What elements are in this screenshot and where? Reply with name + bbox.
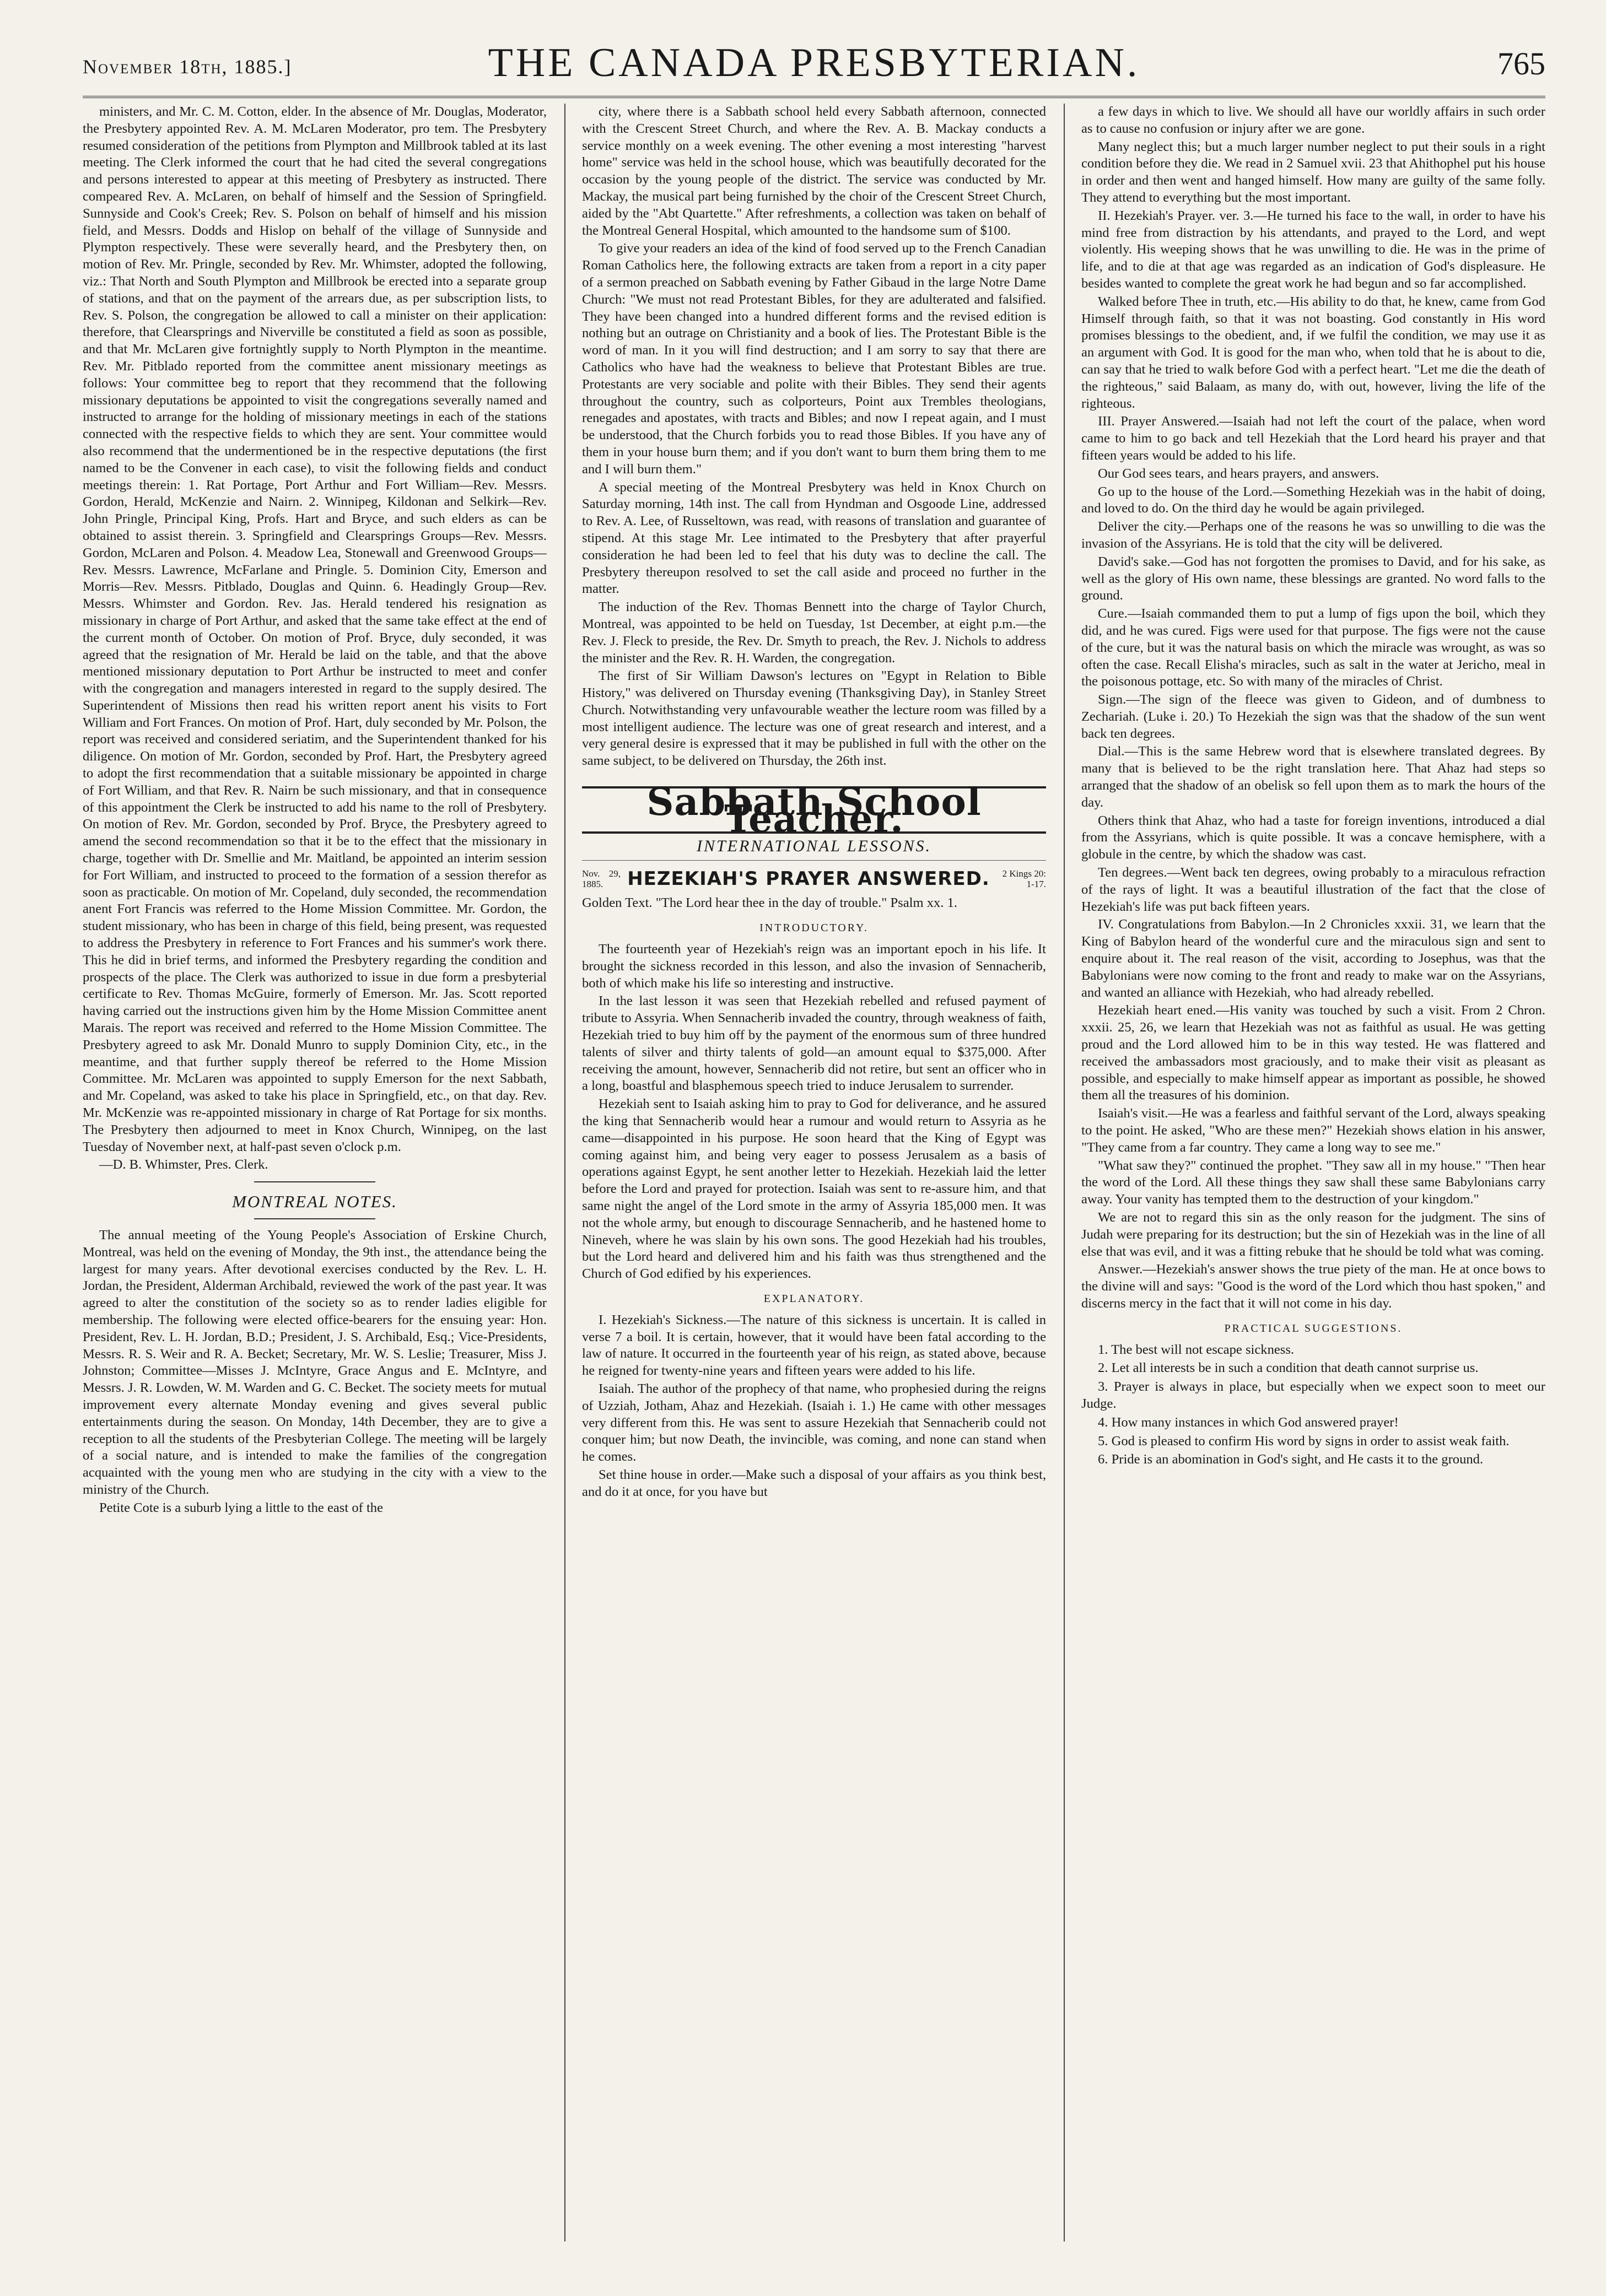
list-item: 6. Pride is an abomination in God's sight, and He casts it to the ground. [1098, 1452, 1484, 1467]
column-rule [564, 104, 565, 2241]
lesson-paragraph: Isaiah. The author of the prophecy of that name, who prophesied during the reigns of Uzziah, Jotham, Ahaz and Hezekiah. (Isaiah i. 1.) He came with other messages very different from this. He was sent to assure Hezekiah that Sennacherib could not conquer him; but now Death, the invincible, was coming, and none can stand when he comes. [582, 1381, 1046, 1465]
lesson-paragraph: Answer.—Hezekiah's answer shows the true piety of the man. He at once bows to the divine will and says: "Good is the word of the Lord which thou hast spoken," and discerns mercy in the fact that it will not come in his day. [1081, 1262, 1545, 1311]
montreal-notes-heading: MONTREAL NOTES. [232, 1192, 397, 1212]
lesson-heading [582, 868, 1046, 889]
list-item: 2. Let all interests be in such a condition that death cannot surprise us. [1098, 1360, 1479, 1376]
lesson-paragraph: Dial.—This is the same Hebrew word that is elsewhere translated degrees. By many that is believed to be the right translation here. That Ahaz had steps so arranged that the shadow of an obelisk so fell upon them as to mark the hours of the day. [1081, 744, 1545, 810]
explanatory-heading: EXPLANATORY. [763, 1293, 865, 1305]
lesson-paragraph: Sign.—The sign of the fleece was given to Gideon, and of dumbness to Zechariah. (Luke i. 20.) To Hezekiah the sign was that the shadow of the sun went back ten degrees. [1081, 692, 1545, 741]
golden-text: Golden Text. "The Lord hear thee in the day of trouble." Psalm xx. 1. [582, 895, 958, 911]
lesson-paragraph: "What saw they?" continued the prophet. "They saw all in my house." "Then hear the word of the Lord. All these things they saw shall these same Babylonians carry away. Your vanity has tempted them to the destruction of your kingdom." [1081, 1158, 1545, 1207]
newspaper-title: THE CANADA PRESBYTERIAN. [488, 40, 1140, 85]
lesson-paragraph: Ten degrees.—Went back ten degrees, owing probably to a miraculous refraction of the rays of light. It was a beautiful illustration of the fact that the close of Hezekiah's life was put back fifteen years. [1081, 865, 1545, 914]
lesson-paragraph: Set thine house in order.—Make such a disposal of your affairs as you think best, and do it at once, for you have but [582, 1467, 1046, 1499]
section-subtitle: INTERNATIONAL LESSONS. [582, 838, 1046, 861]
lesson-paragraph: Others think that Ahaz, who had a taste for foreign inventions, introduced a dial from the Assyrians, which is quite possible. It was a concave hemisphere, with a globule in the centre, by which the shadow was cast. [1081, 813, 1545, 862]
lesson-paragraph: a few days in which to live. We should all have our worldly affairs in such order as to cause no confusion or injury after we are gone. [1081, 104, 1545, 136]
lesson-paragraph: We are not to regard this sin as the only reason for the judgment. The sins of Judah were preparing for its destruction; but the sin of Hezekiah was in the line of all else that was evil, and it was a fitting rebuke that he should be told what was coming. [1081, 1210, 1545, 1259]
practical-suggestions-heading: PRACTICAL SUGGESTIONS. [1224, 1322, 1403, 1335]
suggestions-list [1081, 1342, 1545, 1469]
montreal-note: To give your readers an idea of the kind of food served up to the French Canadian Roman Catholics here, the following extracts are taken from a report in a city paper of a sermon preached on Sabbath evening by Father Gibaud in the large Notre Dame Church: "We must not read Protestant Bibles, for they are adulterated and falsified. They have been changed into a hundred different forms and the revised edition is nothing but an outrage on Christianity and a book of lies. The Protestant Bible is the word of man. In it you will find destruction; and I am sorry to say that there are Catholics who have had the weakness to believe that Protestant Bibles are true. Protestants are very sociable and polite with their Bibles. They send their agents throughout the country, such as colporteurs, Point aux Trembles theologians, renegades and apostates, with tracts and Bibles; and now I repeat again, and I must be understood, that the Church forbids you to read those Bibles. If you have any of them in your house burn them; and if you don't want to burn them bring them to me and I will burn them." [582, 241, 1046, 477]
lesson-paragraph: Hezekiah heart ened.—His vanity was touched by such a visit. From 2 Chron. xxxii. 25, 26, we learn that Hezekiah was not as faithful as usual. He was getting proud and the Lord allowed him to be in this way tested. He was flattered and received the ambassadors most graciously, and to make their visit as pleasant as possible, and especially to make himself appear as important as possible, he showed them all the treasures of his dominion. [1081, 1003, 1545, 1103]
lesson-paragraph: Walked before Thee in truth, etc.—His ability to do that, he knew, came from God Himself through faith, so that it was not boasting. God constantly in His word promises blessings to the obedient, and, if we fulfil the condition, we may use it as an argument with God. It is good for the man who, when told that he is about to die, can say that he tried to walk before God with a perfect heart. "Let me die the death of the righteous," said Balaam, as many do, with out, however, living the life of the righteous. [1081, 294, 1545, 411]
issue-date: November 18th, 1885.] [83, 56, 292, 78]
column-1 [83, 104, 547, 2252]
montreal-note: The first of Sir William Dawson's lectures on "Egypt in Relation to Bible History," was delivered on Thursday evening (Thanksgiving Day), in Stanley Street Church. Notwithstanding very unfavourable weather the lecture room was filled by a most intelligent audience. The lecture was one of great research and interest, and a very general desire is expressed that it may be published in full with the other on the same subject, to be delivered on Thursday, the 26th inst. [582, 668, 1046, 769]
lesson-paragraph: Go up to the house of the Lord.—Something Hezekiah was in the habit of doing, and loved to do. On the third day he would be again privileged. [1081, 484, 1545, 516]
lesson-paragraph: Deliver the city.—Perhaps one of the reasons he was so unwilling to die was the invasion of the Assyrians. He is told that the city will be delivered. [1081, 519, 1545, 551]
lesson-paragraph: I. Hezekiah's Sickness.—The nature of this sickness is uncertain. It is called in verse 7 a boil. It is certain, however, that it would have been fatal according to the law of nature. It occurred in the fourteenth year of his reign, as stated above, because he reigned for twenty-nine years and fifteen years were added to his life. [582, 1312, 1046, 1379]
lesson-title: HEZEKIAH'S PRAYER ANSWERED. [627, 868, 990, 890]
list-item: 5. God is pleased to confirm His word by signs in order to assist weak faith. [1098, 1433, 1510, 1449]
montreal-note: city, where there is a Sabbath school held every Sabbath afternoon, connected with the Crescent Street Church, and where the Rev. A. B. Mackay conducts a service monthly on a week evening. The other evening a most interesting "harvest home" service was held in the school house, which was beautifully decorated for the occasion by the young people of the district. The service was conducted by Mr. Mackay, the musical part being furnished by the choir of the Crescent Street Church, aided by the "Abt Quartette." After refreshments, a collection was taken on behalf of the Montreal General Hospital, which amounted to the handsome sum of $100. [582, 104, 1046, 238]
lesson-reference: 2 Kings 20: 1-17. [1002, 868, 1046, 890]
lesson-paragraph: Isaiah's visit.—He was a fearless and faithful servant of the Lord, always speaking to the point. He asked, "Who are these men?" Hezekiah shows elation in his answer, "They came from a far country. They came a long way to see me." [1081, 1106, 1545, 1155]
introductory-heading: INTRODUCTORY. [759, 922, 869, 934]
section-title-sabbath-school: Sabbath School Teacher. [582, 786, 1046, 834]
lesson-paragraph: IV. Congratulations from Babylon.—In 2 Chronicles xxxii. 31, we learn that the King of Babylon heard of the wonderful cure and the miraculous sign and sent to enquire about it. The real reason of the visit, according to Josephus, was that the Babylonians were now coming to the front and ready to make war on the Assyrians, and wanted an alliance with Hezekiah, who had already rebelled. [1081, 917, 1545, 1000]
page-number: 765 [1497, 46, 1545, 82]
lesson-paragraph: Our God sees tears, and hears prayers, and answers. [1098, 466, 1379, 481]
montreal-note: The annual meeting of the Young People's Association of Erskine Church, Montreal, was held on the evening of Monday, the 9th inst., the attendance being the largest for many years. After devotional exercises conducted by the Rev. L. H. Jordan, the President, Alderman Archibald, reviewed the work of the past year. It was agreed to alter the constitution of the society so as to render ladies eligible for membership. The following were elected office-bearers for the ensuing year: Hon. President, Rev. L. H. Jordan, B.D.; President, J. S. Archibald, Esq.; Vice-Presidents, Messrs. R. S. Weir and R. A. Becket; Secretary, Mr. W. S. Leslie; Treasurer, Miss J. Johnston; Committee—Misses J. McIntyre, Grace Angus and E. McIntyre, and Messrs. J. R. Lowden, W. M. Warden and G. C. Becket. The society meets for mutual improvement every alternate Monday evening and gives several public entertainments during the season. On Monday, 14th December, they are to give a reception to all the students of the Presbyterian College. The meeting will be largely of a social nature, and is intended to make the families of the congregation acquainted with the young men who are studying in the city with a view to the ministry of the Church. [83, 1228, 547, 1497]
report-signature: —D. B. Whimster, Pres. Clerk. [99, 1157, 268, 1173]
lesson-paragraph: III. Prayer Answered.—Isaiah had not left the court of the palace, when word came to him to go back and tell Hezekiah that the Lord heard his prayer and that fifteen years would be added to his life. [1081, 414, 1545, 463]
divider [254, 1181, 375, 1182]
lesson-paragraph: The fourteenth year of Hezekiah's reign was an important epoch in his life. It brought the sickness recorded in this lesson, and also the invasion of Sennacherib, both of which make his life so interesting and instructive. [582, 942, 1046, 991]
lesson-paragraph: II. Hezekiah's Prayer. ver. 3.—He turned his face to the wall, in order to have his mind free from distraction by his attendants, and prayed to the Lord, and wept violently. His weeping shows that he was unwilling to die. He was in the prime of life, and to die at that age was regarded as an indication of God's displeasure. He besides wanted to complete the great work he had begun and so far accomplished. [1081, 208, 1545, 291]
montreal-note: Petite Cote is a suburb lying a little to the east of the [99, 1500, 384, 1515]
montreal-note: A special meeting of the Montreal Presbytery was held in Knox Church on Saturday morning, 14th inst. The call from Hyndman and Osgoode Line, addressed to Rev. A. Lee, of Russeltown, was read, with reasons of translation and guarantee of stipend. At this stage Mr. Lee intimated to the Presbytery that after prayerful consideration he had been led to feel that his duty was to decline the call. The Presbytery thereupon resolved to set the call aside and proceed no further in the matter. [582, 479, 1046, 597]
masthead [83, 30, 1545, 98]
list-item: 1. The best will not escape sickness. [1098, 1342, 1295, 1357]
list-item: 4. How many instances in which God answered prayer! [1098, 1414, 1399, 1430]
lesson-paragraph: In the last lesson it was seen that Hezekiah rebelled and refused payment of tribute to Assyria. When Sennacherib invaded the country, through weakness of faith, Hezekiah tried to buy him off by the payment of the enormous sum of three hundred talents of silver and thirty talents of gold—an amount equal to $375,000. After receiving the amount, however, Sennacherib did not retire, but sent an officer who in a long, boastful and blasphemous speech tried to induce Jerusalem to surrender. [582, 993, 1046, 1094]
column-rule [1064, 104, 1065, 2241]
lesson-paragraph: David's sake.—God has not forgotten the promises to David, and for his sake, as well as the glory of His own name, these blessings are granted. No word falls to the ground. [1081, 554, 1545, 603]
column-2 [582, 104, 1046, 2252]
column-3 [1081, 104, 1545, 2252]
lesson-paragraph: Hezekiah sent to Isaiah asking him to pray to God for deliverance, and he assured the king that Sennacherib would hear a rumour and would return to Assyria as he came—disappointed in his purpose. He soon heard that the King of Egypt was coming against him, and being very eager to possess Jerusalem as a basis of operations against Egypt, he sent another letter to Hezekiah. Hezekiah laid the letter before the Lord and prayed for protection. Isaiah was sent to re-assure him, and that same night the angel of the Lord smote in the army of Assyria 185,000 men. It was not the whole army, but enough to discourage Sennacherib, and he hastened home to Nineveh, where he was slain by his own sons. The good Hezekiah had his troubles, but the Lord heard and delivered him and his faith was thus strengthened and the Church of God edified by his experiences. [582, 1096, 1046, 1282]
divider [254, 1218, 375, 1219]
montreal-note: The induction of the Rev. Thomas Bennett into the charge of Taylor Church, Montreal, was appointed to be held on Tuesday, 1st December, at eight p.m.—the Rev. J. Fleck to preside, the Rev. Dr. Smyth to preach, the Rev. J. Nichols to address the minister and the Rev. R. H. Warden, the congregation. [582, 599, 1046, 666]
presbytery-report: ministers, and Mr. C. M. Cotton, elder. In the absence of Mr. Douglas, Moderator, the Presbytery appointed Rev. A. M. McLaren Moderator, pro tem. The Presbytery resumed consideration of the petitions from Plympton and Millbrook tabled at its last meeting. The Clerk informed the court that he had cited the several congregations and persons interested to appear at this meeting of Presbytery as instructed. There compeared Rev. A. McLaren, on behalf of himself and the Session of Springfield. Sunnyside and Cook's Creek; Rev. S. Polson on behalf of himself and his mission field, and Messrs. Dodds and Hislop on behalf of the village of Sunnyside and Plympton respectively. These were severally heard, and the Presbytery then, on motion of Rev. Mr. Pringle, seconded by Rev. Mr. Whimster, adopted the following, viz.: That North and South Plympton and Millbrook be erected into a separate group of stations, and that on the payment of the arrears due, as per subscription lists, to Rev. S. Polson, the congregation be allowed to call a minister on their application: therefore, that Clearsprings and Niverville be constituted a field as soon as possible, and that Mr. McLaren give fortnightly supply to North Plympton in the meantime. Rev. Mr. Pitblado reported from the committee anent missionary meetings as follows: Your committee beg to report that they recommend that the following missionary deputations be appointed to visit the congregations severally named and instructed to arrange for the holding of missionary meetings in each of the stations connected with the respective fields to which they are sent. Your committee would also recommend that the undermentioned be in the respective deputations (the first named to be the Convener in each case), to visit the following fields and conduct meetings therein: 1. Rat Portage, Port Arthur and Fort William—Rev. Messrs. Gordon, Herald, McKenzie and Nairn. 2. Winnipeg, Kildonan and Selkirk—Rev. John Pringle, Principal King, Profs. Hart and Bryce, and such elders as can be obtained to assist therein. 3. Springfield and Clearsprings Groups—Rev. Messrs. Gordon, McLaren and Polson. 4. Meadow Lea, Stonewall and Greenwood Groups—Rev. Messrs. Lawrence, McFarlane and Pringle. 5. Dominion City, Emerson and Morris—Rev. Messrs. Pitblado, Douglas and Quinn. 6. Headingly Group—Rev. Messrs. Whimster and Gordon. Rev. Jas. Herald tendered his resignation as missionary in charge of Port Arthur, and asked that the same take effect at the end of the current month of October. On motion of Prof. Bryce, duly seconded, it was agreed that the resignation of Mr. Herald be laid on the table, and that the above mentioned missionary deputation to Port Arthur be instructed to meet and confer with the congregation and managers interested in regard to the supply desired. The Superintendent of Missions then read his written report anent his visits to Fort William and Fort Frances. On motion of Prof. Hart, duly seconded by Mr. Polson, the report was received and considered seriatim, and the Superintendent thanked for his diligence. On motion of Mr. Gordon, seconded by Prof. Hart, the Presbytery agreed to adopt the first recommendation that a suitable missionary be appointed in charge of Fort William, and that Rev. R. Nairn be such missionary, and that in consequence of this appointment the Clerk be instructed to add his name to the roll of Presbytery. On motion of Rev. Mr. Gordon, seconded by Prof. Bryce, the Presbytery agreed to amend the second recommendation so that it be to the effect that the missionary in charge, together with Dr. Smellie and Mr. Maitland, be appointed an interim session for Fort William, and instructed to proceed to the formation of a session therefor as soon as practicable. On motion of Mr. Copeland, duly seconded, the recommendation anent Fort Francis was referred to the Home Mission Committee. Mr. Gordon, the student missionary, who has been in charge of this field, being present, was requested to address the Presbytery in reference to Fort Frances and his summer's work there. This he did in brief terms, and informed the Presbytery regarding the condition and prospects of the place. The Clerk was authorized to issue in due form a presbyterial certificate to Rev. Thomas McGuire, formerly of Emerson. Mr. Jas. Scott reported having carried out the instructions given him by the Home Mission Committee anent Marais. The report was received and referred to the Home Mission Committee. The Presbytery agreed to ask Mr. Donald Munro to supply Dominion City, etc., in the meantime, and that further supply thereof be referred to the Home Mission Committee. Mr. McLaren was appointed to supply Emerson for the next Sabbath, and Mr. Copeland, was asked to take his place in Springfield, etc., on that day. Rev. Mr. McKenzie was re-appointed missionary in charge of Rat Portage for six months. The Presbytery then adjourned to meet in Knox Church, Winnipeg, on the last Tuesday of November next, at half-past seven o'clock p.m. [83, 104, 547, 1154]
lesson-date: Nov. 29, 1885. [582, 868, 621, 890]
lesson-paragraph: Cure.—Isaiah commanded them to put a lump of figs upon the boil, which they did, and he was cured. Figs were used for that purpose. The figs were not the cause of the cure, but it was the natural basis on which the miracle was wrought, as was so often the case. Recall Elisha's miracles, such as salt in the water at Jericho, meal in the poisonous pottage, etc. So with many of the miracles of Christ. [1081, 606, 1545, 689]
columns [83, 104, 1545, 2252]
lesson-paragraph: Many neglect this; but a much larger number neglect to put their souls in a right condition before they die. We read in 2 Samuel xvii. 23 that Ahithophel put his house in order and then went and hanged himself. How many are guilty of the same folly. They attend to everything but the most important. [1081, 139, 1545, 205]
list-item: 3. Prayer is always in place, but especially when we expect soon to meet our Judge. [1081, 1379, 1545, 1411]
